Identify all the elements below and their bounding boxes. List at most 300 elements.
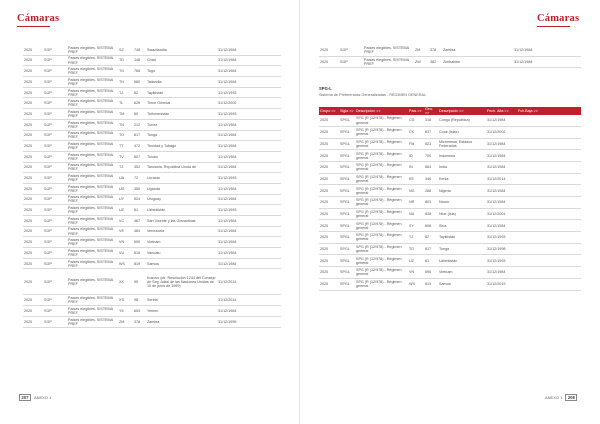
table-row bbox=[23, 173, 281, 184]
page-gutter bbox=[299, 0, 300, 424]
cell-iso2: TV bbox=[118, 151, 133, 162]
cell-country: Nigeria bbox=[438, 185, 486, 197]
cell-date: 31/12/1993 bbox=[217, 173, 281, 184]
cell-iso2: UY bbox=[118, 194, 133, 205]
cell-group: Países elegibles, SISTEMA PREF bbox=[67, 98, 118, 109]
section-title: SPG-L bbox=[319, 86, 332, 91]
cell-org: SPGL bbox=[339, 232, 355, 244]
cell-num: 690 bbox=[424, 267, 438, 279]
cell-num: 484 bbox=[133, 226, 146, 237]
table-row bbox=[319, 278, 581, 290]
cell-org: SPGL bbox=[339, 278, 355, 290]
cell-org: SGP bbox=[43, 295, 67, 306]
cell-org: SPGL bbox=[339, 115, 355, 126]
camaras-logo: Cámaras bbox=[17, 13, 59, 24]
cell-num: 288 bbox=[424, 185, 438, 197]
right-page-number: 208 bbox=[565, 394, 577, 401]
cell-country: Samoa bbox=[438, 278, 486, 290]
cell-num: 817 bbox=[424, 243, 438, 255]
table-row bbox=[23, 205, 281, 216]
cell-iso2: ZM bbox=[118, 316, 133, 327]
cell-desc: SPG (R (12/978) - Régimen general bbox=[355, 267, 408, 279]
cell-country: Tanzania, República Unida de bbox=[146, 162, 217, 173]
left-footer-label: ANEXO 1 bbox=[34, 395, 52, 400]
cell-country: Serbia bbox=[146, 295, 217, 306]
camaras-logo-right: Cámaras bbox=[537, 13, 579, 24]
cell-country: Nauru bbox=[438, 197, 486, 209]
cell-org: SPGL bbox=[339, 220, 355, 232]
cell-num: 768 bbox=[133, 66, 146, 77]
cell-num: 524 bbox=[133, 194, 146, 205]
cell-org: SPGL bbox=[339, 161, 355, 173]
cell-year: 2020 bbox=[319, 197, 339, 209]
cell-year: 2020 bbox=[23, 306, 43, 317]
table-row bbox=[23, 237, 281, 248]
cell-org: SPGL bbox=[339, 197, 355, 209]
cell-num: 700 bbox=[424, 150, 438, 162]
cell-num: 748 bbox=[133, 45, 146, 55]
cell-country: Kosovo (cfr. Resolución 1244 del Consejo de Seg. Adtal de las Naciones Unidas de 10 de junio de 1999) bbox=[146, 269, 217, 295]
cell-iso2: NR bbox=[408, 197, 424, 209]
cell-org: SPGL bbox=[339, 173, 355, 185]
cell-empty bbox=[517, 220, 581, 232]
table-row bbox=[319, 56, 581, 68]
right-top-table bbox=[319, 45, 581, 68]
cell-org: SPGL bbox=[339, 185, 355, 197]
cell-iso2: ID bbox=[408, 150, 424, 162]
cell-num: 378 bbox=[429, 45, 442, 56]
cell-country: India bbox=[438, 161, 486, 173]
cell-country: Turkmenistán bbox=[146, 109, 217, 120]
cell-empty bbox=[517, 185, 581, 197]
cell-num: 803 bbox=[424, 197, 438, 209]
cell-country: Kenia bbox=[438, 173, 486, 185]
cell-country: Ucrania bbox=[146, 173, 217, 184]
table-row bbox=[23, 77, 281, 88]
cell-group: Países elegibles, SISTEMA PREF bbox=[67, 205, 118, 216]
table-row bbox=[23, 151, 281, 162]
cell-date: 31/12/1984 bbox=[217, 77, 281, 88]
cell-country: Niue (Isla) bbox=[438, 208, 486, 220]
cell-year: 2020 bbox=[319, 267, 339, 279]
cell-year: 2020 bbox=[23, 45, 43, 55]
cell-group: Países elegibles, SISTEMA PREF bbox=[67, 109, 118, 120]
cell-empty bbox=[517, 267, 581, 279]
cell-year: 2020 bbox=[319, 173, 339, 185]
cell-year: 2020 bbox=[23, 248, 43, 259]
table-row bbox=[319, 185, 581, 197]
cell-iso2: UG bbox=[118, 183, 133, 194]
cell-num: 837 bbox=[424, 126, 438, 138]
cell-iso2: VE bbox=[118, 226, 133, 237]
cell-date: 31/12/1984 bbox=[217, 55, 281, 66]
cell-org: SGP bbox=[43, 194, 67, 205]
cell-org: SGP bbox=[43, 45, 67, 55]
cell-org: SGP bbox=[339, 45, 363, 56]
left-country-table bbox=[23, 45, 281, 328]
cell-date: 31/12/1984 bbox=[217, 66, 281, 77]
table-row bbox=[23, 216, 281, 227]
cell-iso2: NU bbox=[408, 208, 424, 220]
cell-date: 31/12/1984 bbox=[217, 226, 281, 237]
cell-org: SGP bbox=[43, 216, 67, 227]
cell-country: Zambia bbox=[146, 316, 217, 327]
cell-country: Tailandia bbox=[146, 77, 217, 88]
cell-country: Congo (República) bbox=[438, 115, 486, 126]
cell-year: 2020 bbox=[319, 243, 339, 255]
cell-num: 472 bbox=[133, 141, 146, 152]
cell-num: 346 bbox=[424, 173, 438, 185]
cell-num: 82 bbox=[424, 232, 438, 244]
cell-org: SPGL bbox=[339, 267, 355, 279]
cell-year: 2020 bbox=[23, 183, 43, 194]
cell-date: 31/12/1984 bbox=[486, 150, 517, 162]
cell-date: 31/12/2002 bbox=[217, 98, 281, 109]
cell-group: Países elegibles, SISTEMA PREF bbox=[67, 306, 118, 317]
cell-org: SPGL bbox=[339, 150, 355, 162]
cell-iso2: VN bbox=[408, 267, 424, 279]
column-header[interactable]: Fch.Baja >> bbox=[517, 107, 581, 115]
cell-country: Indonesia bbox=[438, 150, 486, 162]
table-row bbox=[23, 194, 281, 205]
cell-year: 2020 bbox=[23, 87, 43, 98]
cell-year: 2020 bbox=[23, 194, 43, 205]
table-row bbox=[319, 220, 581, 232]
cell-year: 2020 bbox=[23, 258, 43, 269]
cell-country: Yemen bbox=[146, 306, 217, 317]
cell-org: SGP bbox=[43, 109, 67, 120]
cell-year: 2020 bbox=[319, 115, 339, 126]
cell-num: 212 bbox=[133, 119, 146, 130]
column-header[interactable]: Sigla >> bbox=[339, 107, 355, 115]
table-row bbox=[319, 161, 581, 173]
cell-iso2: TN bbox=[118, 119, 133, 130]
cell-group: Países elegibles, SISTEMA PREF bbox=[67, 216, 118, 227]
table-row bbox=[23, 98, 281, 109]
cell-country: Zimbabwe bbox=[442, 56, 513, 68]
cell-iso2: CK bbox=[408, 126, 424, 138]
cell-iso2: VC bbox=[118, 216, 133, 227]
table-row bbox=[23, 55, 281, 66]
cell-country: Vietnam bbox=[146, 237, 217, 248]
cell-year: 2020 bbox=[319, 138, 339, 150]
cell-date: 31/12/2001 bbox=[486, 208, 517, 220]
cell-country: Tayikistán bbox=[146, 87, 217, 98]
cell-group: Países elegibles, SISTEMA PREF bbox=[67, 87, 118, 98]
cell-empty bbox=[517, 150, 581, 162]
cell-date: 31/12/1984 bbox=[217, 258, 281, 269]
cell-org: SGP bbox=[43, 306, 67, 317]
cell-year: 2020 bbox=[23, 141, 43, 152]
cell-year: 2020 bbox=[319, 150, 339, 162]
cell-iso2: CG bbox=[408, 115, 424, 126]
cell-num: 352 bbox=[133, 162, 146, 173]
table-row bbox=[23, 141, 281, 152]
cell-date: 31/12/1993 bbox=[217, 87, 281, 98]
cell-year: 2020 bbox=[23, 77, 43, 88]
cell-iso2: TJ bbox=[118, 87, 133, 98]
cell-year: 2020 bbox=[23, 205, 43, 216]
cell-desc: SPG (R (12/978) - Régimen general bbox=[355, 150, 408, 162]
cell-num: 653 bbox=[133, 306, 146, 317]
cell-num: 318 bbox=[424, 115, 438, 126]
cell-year: 2020 bbox=[23, 295, 43, 306]
cell-date: 31/12/2002 bbox=[486, 126, 517, 138]
cell-desc: SPG (R (12/978) - Régimen general bbox=[355, 220, 408, 232]
cell-desc: SPG (R (12/978) - Régimen general bbox=[355, 115, 408, 126]
cell-iso2: WS bbox=[118, 258, 133, 269]
cell-iso2: TL bbox=[118, 98, 133, 109]
cell-date: 31/12/1984 bbox=[217, 216, 281, 227]
cell-org: SGP bbox=[43, 162, 67, 173]
cell-country: Uganda bbox=[146, 183, 217, 194]
cell-desc: SPG (R (12/978) - Régimen general bbox=[355, 197, 408, 209]
cell-group: Países elegibles, SISTEMA PREF bbox=[67, 45, 118, 55]
cell-country: Cook (Islas) bbox=[438, 126, 486, 138]
cell-date: 31/12/1984 bbox=[486, 161, 517, 173]
cell-year: 2020 bbox=[23, 316, 43, 327]
cell-year: 2020 bbox=[319, 208, 339, 220]
cell-group: Países elegibles, SISTEMA PREF bbox=[67, 316, 118, 327]
cell-group: Países elegibles, SISTEMA PREF bbox=[67, 151, 118, 162]
cell-empty bbox=[517, 243, 581, 255]
cell-country: Tuvalu bbox=[146, 151, 217, 162]
cell-date: 31/12/1998 bbox=[486, 243, 517, 255]
table-row bbox=[23, 248, 281, 259]
cell-group: Países elegibles, SISTEMA PREF bbox=[363, 56, 414, 68]
cell-date: 31/12/1984 bbox=[217, 151, 281, 162]
cell-date: 31/12/1993 bbox=[486, 255, 517, 267]
cell-group: Países elegibles, SISTEMA PREF bbox=[67, 295, 118, 306]
cell-iso2: FM bbox=[408, 138, 424, 150]
cell-date: 31/12/2014 bbox=[217, 295, 281, 306]
cell-org: SGP bbox=[43, 98, 67, 109]
column-header[interactable]: Descripción >> bbox=[438, 107, 486, 115]
cell-group: Países elegibles, SISTEMA PREF bbox=[67, 141, 118, 152]
cell-country: Túnez bbox=[146, 119, 217, 130]
cell-year: 2020 bbox=[23, 130, 43, 141]
cell-date: 31/12/1984 bbox=[217, 306, 281, 317]
cell-desc: SPG (R (12/978) - Régimen general bbox=[355, 255, 408, 267]
cell-iso2: TM bbox=[118, 109, 133, 120]
cell-empty bbox=[517, 232, 581, 244]
cell-country: Siria bbox=[438, 220, 486, 232]
cell-iso2: TJ bbox=[408, 232, 424, 244]
column-header[interactable]: Grupo >> bbox=[319, 107, 339, 115]
cell-org: SPGL bbox=[339, 208, 355, 220]
cell-iso2: TG bbox=[118, 66, 133, 77]
cell-empty bbox=[517, 138, 581, 150]
table-row bbox=[23, 119, 281, 130]
table-row bbox=[319, 45, 581, 56]
cell-group: Países elegibles, SISTEMA PREF bbox=[67, 66, 118, 77]
cell-num: 95 bbox=[133, 269, 146, 295]
section-subtitle: Sistema de Preferencias Generalizadas - RÉGIMEN GENERAL bbox=[319, 93, 427, 97]
cell-year: 2020 bbox=[319, 278, 339, 290]
table-row bbox=[319, 208, 581, 220]
cell-org: SGP bbox=[43, 66, 67, 77]
cell-iso2: UA bbox=[118, 173, 133, 184]
cell-group: Países elegibles, SISTEMA PREF bbox=[67, 248, 118, 259]
cell-iso2: ZW bbox=[414, 56, 429, 68]
right-footer-label: ANEXO 1 bbox=[545, 395, 563, 400]
cell-num: 72 bbox=[133, 173, 146, 184]
cell-iso2: SZ bbox=[118, 45, 133, 55]
cell-date: 31/12/1984 bbox=[486, 115, 517, 126]
table-row bbox=[319, 243, 581, 255]
cell-country: Venezuela bbox=[146, 226, 217, 237]
cell-group: Países elegibles, SISTEMA PREF bbox=[67, 77, 118, 88]
cell-desc: SPG (R (12/978) - Régimen general bbox=[355, 185, 408, 197]
cell-num: 81 bbox=[424, 255, 438, 267]
cell-country: Chad bbox=[146, 55, 217, 66]
cell-org: SPGL bbox=[339, 126, 355, 138]
cell-iso2: VU bbox=[118, 248, 133, 259]
cell-date: 31/12/1984 bbox=[217, 194, 281, 205]
cell-org: SGP bbox=[43, 183, 67, 194]
cell-desc: SPG (R (12/978) - Régimen general bbox=[355, 278, 408, 290]
cell-year: 2020 bbox=[23, 66, 43, 77]
cell-num: 680 bbox=[133, 77, 146, 88]
cell-group: Países elegibles, SISTEMA PREF bbox=[67, 194, 118, 205]
cell-iso2: VN bbox=[118, 237, 133, 248]
cell-iso2: TO bbox=[408, 243, 424, 255]
cell-date: 31/12/1984 bbox=[217, 45, 281, 55]
column-header[interactable]: Fech. Alta >> bbox=[486, 107, 517, 115]
cell-country: Tonga bbox=[438, 243, 486, 255]
cell-iso2: TD bbox=[118, 55, 133, 66]
cell-date: 31/12/1993 bbox=[217, 205, 281, 216]
cell-year: 2020 bbox=[23, 109, 43, 120]
cell-date: 31/12/2014 bbox=[217, 269, 281, 295]
cell-year: 2020 bbox=[319, 220, 339, 232]
cell-group: Países elegibles, SISTEMA PREF bbox=[363, 45, 414, 56]
cell-date: 31/12/1993 bbox=[217, 109, 281, 120]
table-row bbox=[23, 130, 281, 141]
cell-group: Países elegibles, SISTEMA PREF bbox=[67, 183, 118, 194]
cell-iso2: TT bbox=[118, 141, 133, 152]
cell-country: Uruguay bbox=[146, 194, 217, 205]
cell-num: 823 bbox=[424, 138, 438, 150]
cell-date: 31/12/1984 bbox=[217, 183, 281, 194]
cell-date: 31/12/1984 bbox=[486, 267, 517, 279]
table-row bbox=[23, 183, 281, 194]
cell-num: 817 bbox=[133, 130, 146, 141]
cell-iso2: TO bbox=[118, 130, 133, 141]
cell-iso2: YE bbox=[118, 306, 133, 317]
cell-desc: SPG (R (12/978) - Régimen general bbox=[355, 161, 408, 173]
cell-iso2: ZM bbox=[414, 45, 429, 56]
cell-empty bbox=[517, 278, 581, 290]
cell-country: San Vicente y las Granadinas bbox=[146, 216, 217, 227]
cell-num: 626 bbox=[133, 98, 146, 109]
cell-org: SGP bbox=[43, 248, 67, 259]
left-footer bbox=[19, 394, 51, 401]
cell-org: SGP bbox=[43, 130, 67, 141]
cell-country: Samoa bbox=[146, 258, 217, 269]
cell-num: 382 bbox=[429, 56, 442, 68]
cell-org: SGP bbox=[43, 119, 67, 130]
column-header[interactable]: País >> bbox=[408, 107, 424, 115]
cell-org: SGP bbox=[43, 141, 67, 152]
cell-date: 31/12/1984 bbox=[486, 197, 517, 209]
section-header bbox=[319, 86, 539, 97]
cell-year: 2020 bbox=[23, 151, 43, 162]
table-row bbox=[23, 226, 281, 237]
cell-desc: SPG (R (12/978) - Régimen general bbox=[355, 243, 408, 255]
cell-group: Países elegibles, SISTEMA PREF bbox=[67, 226, 118, 237]
table-row bbox=[23, 87, 281, 98]
cell-empty bbox=[517, 115, 581, 126]
column-header[interactable]: Descripción >> bbox=[355, 107, 408, 115]
cell-num: 81 bbox=[133, 205, 146, 216]
cell-date: 31/12/2019 bbox=[486, 278, 517, 290]
cell-num: 819 bbox=[133, 258, 146, 269]
cell-desc: SPG (R (12/978) - Régimen general bbox=[355, 138, 408, 150]
cell-date: 31/12/1995 bbox=[217, 316, 281, 327]
cell-year: 2020 bbox=[23, 173, 43, 184]
cell-date: 31/12/1984 bbox=[217, 162, 281, 173]
table-row bbox=[23, 306, 281, 317]
column-header[interactable]: Geo. >> bbox=[424, 107, 438, 115]
cell-num: 82 bbox=[133, 87, 146, 98]
cell-org: SGP bbox=[43, 55, 67, 66]
table-row bbox=[319, 138, 581, 150]
cell-iso2: TZ bbox=[118, 162, 133, 173]
cell-org: SGP bbox=[43, 258, 67, 269]
cell-country: Vietnam bbox=[438, 267, 486, 279]
cell-date: 31/12/1993 bbox=[486, 232, 517, 244]
table-row bbox=[319, 267, 581, 279]
table-row bbox=[23, 66, 281, 77]
table-row bbox=[319, 173, 581, 185]
cell-year: 2020 bbox=[23, 119, 43, 130]
cell-num: 807 bbox=[133, 151, 146, 162]
cell-num: 80 bbox=[133, 109, 146, 120]
cell-iso2: TH bbox=[118, 77, 133, 88]
cell-country: Swazilandia bbox=[146, 45, 217, 55]
cell-desc: SPG (R (12/978) - Régimen general bbox=[355, 173, 408, 185]
cell-num: 838 bbox=[424, 208, 438, 220]
spgl-table bbox=[319, 107, 581, 291]
cell-num: 819 bbox=[424, 278, 438, 290]
cell-year: 2020 bbox=[23, 216, 43, 227]
cell-num: 148 bbox=[133, 55, 146, 66]
cell-num: 608 bbox=[424, 220, 438, 232]
cell-country: Trinidad y Tobago bbox=[146, 141, 217, 152]
cell-country: Vanuatu bbox=[146, 248, 217, 259]
cell-desc: SPG (R (12/978) - Régimen general bbox=[355, 232, 408, 244]
cell-org: SGP bbox=[43, 87, 67, 98]
cell-date: 31/12/1984 bbox=[486, 138, 517, 150]
cell-country: Tonga bbox=[146, 130, 217, 141]
cell-date: 31/12/1984 bbox=[217, 119, 281, 130]
cell-desc: SPG (R (12/978) - Régimen general bbox=[355, 126, 408, 138]
cell-date: 31/12/1984 bbox=[217, 248, 281, 259]
cell-iso2: XS bbox=[118, 295, 133, 306]
cell-org: SPGL bbox=[339, 138, 355, 150]
cell-iso2: SY bbox=[408, 220, 424, 232]
cell-year: 2020 bbox=[319, 126, 339, 138]
left-page-number: 207 bbox=[19, 394, 31, 401]
cell-date: 31/12/1984 bbox=[486, 220, 517, 232]
cell-iso2: NG bbox=[408, 185, 424, 197]
cell-num: 467 bbox=[133, 216, 146, 227]
cell-org: SGP bbox=[43, 77, 67, 88]
cell-org: SGP bbox=[339, 56, 363, 68]
table-row bbox=[23, 109, 281, 120]
table-row bbox=[23, 295, 281, 306]
